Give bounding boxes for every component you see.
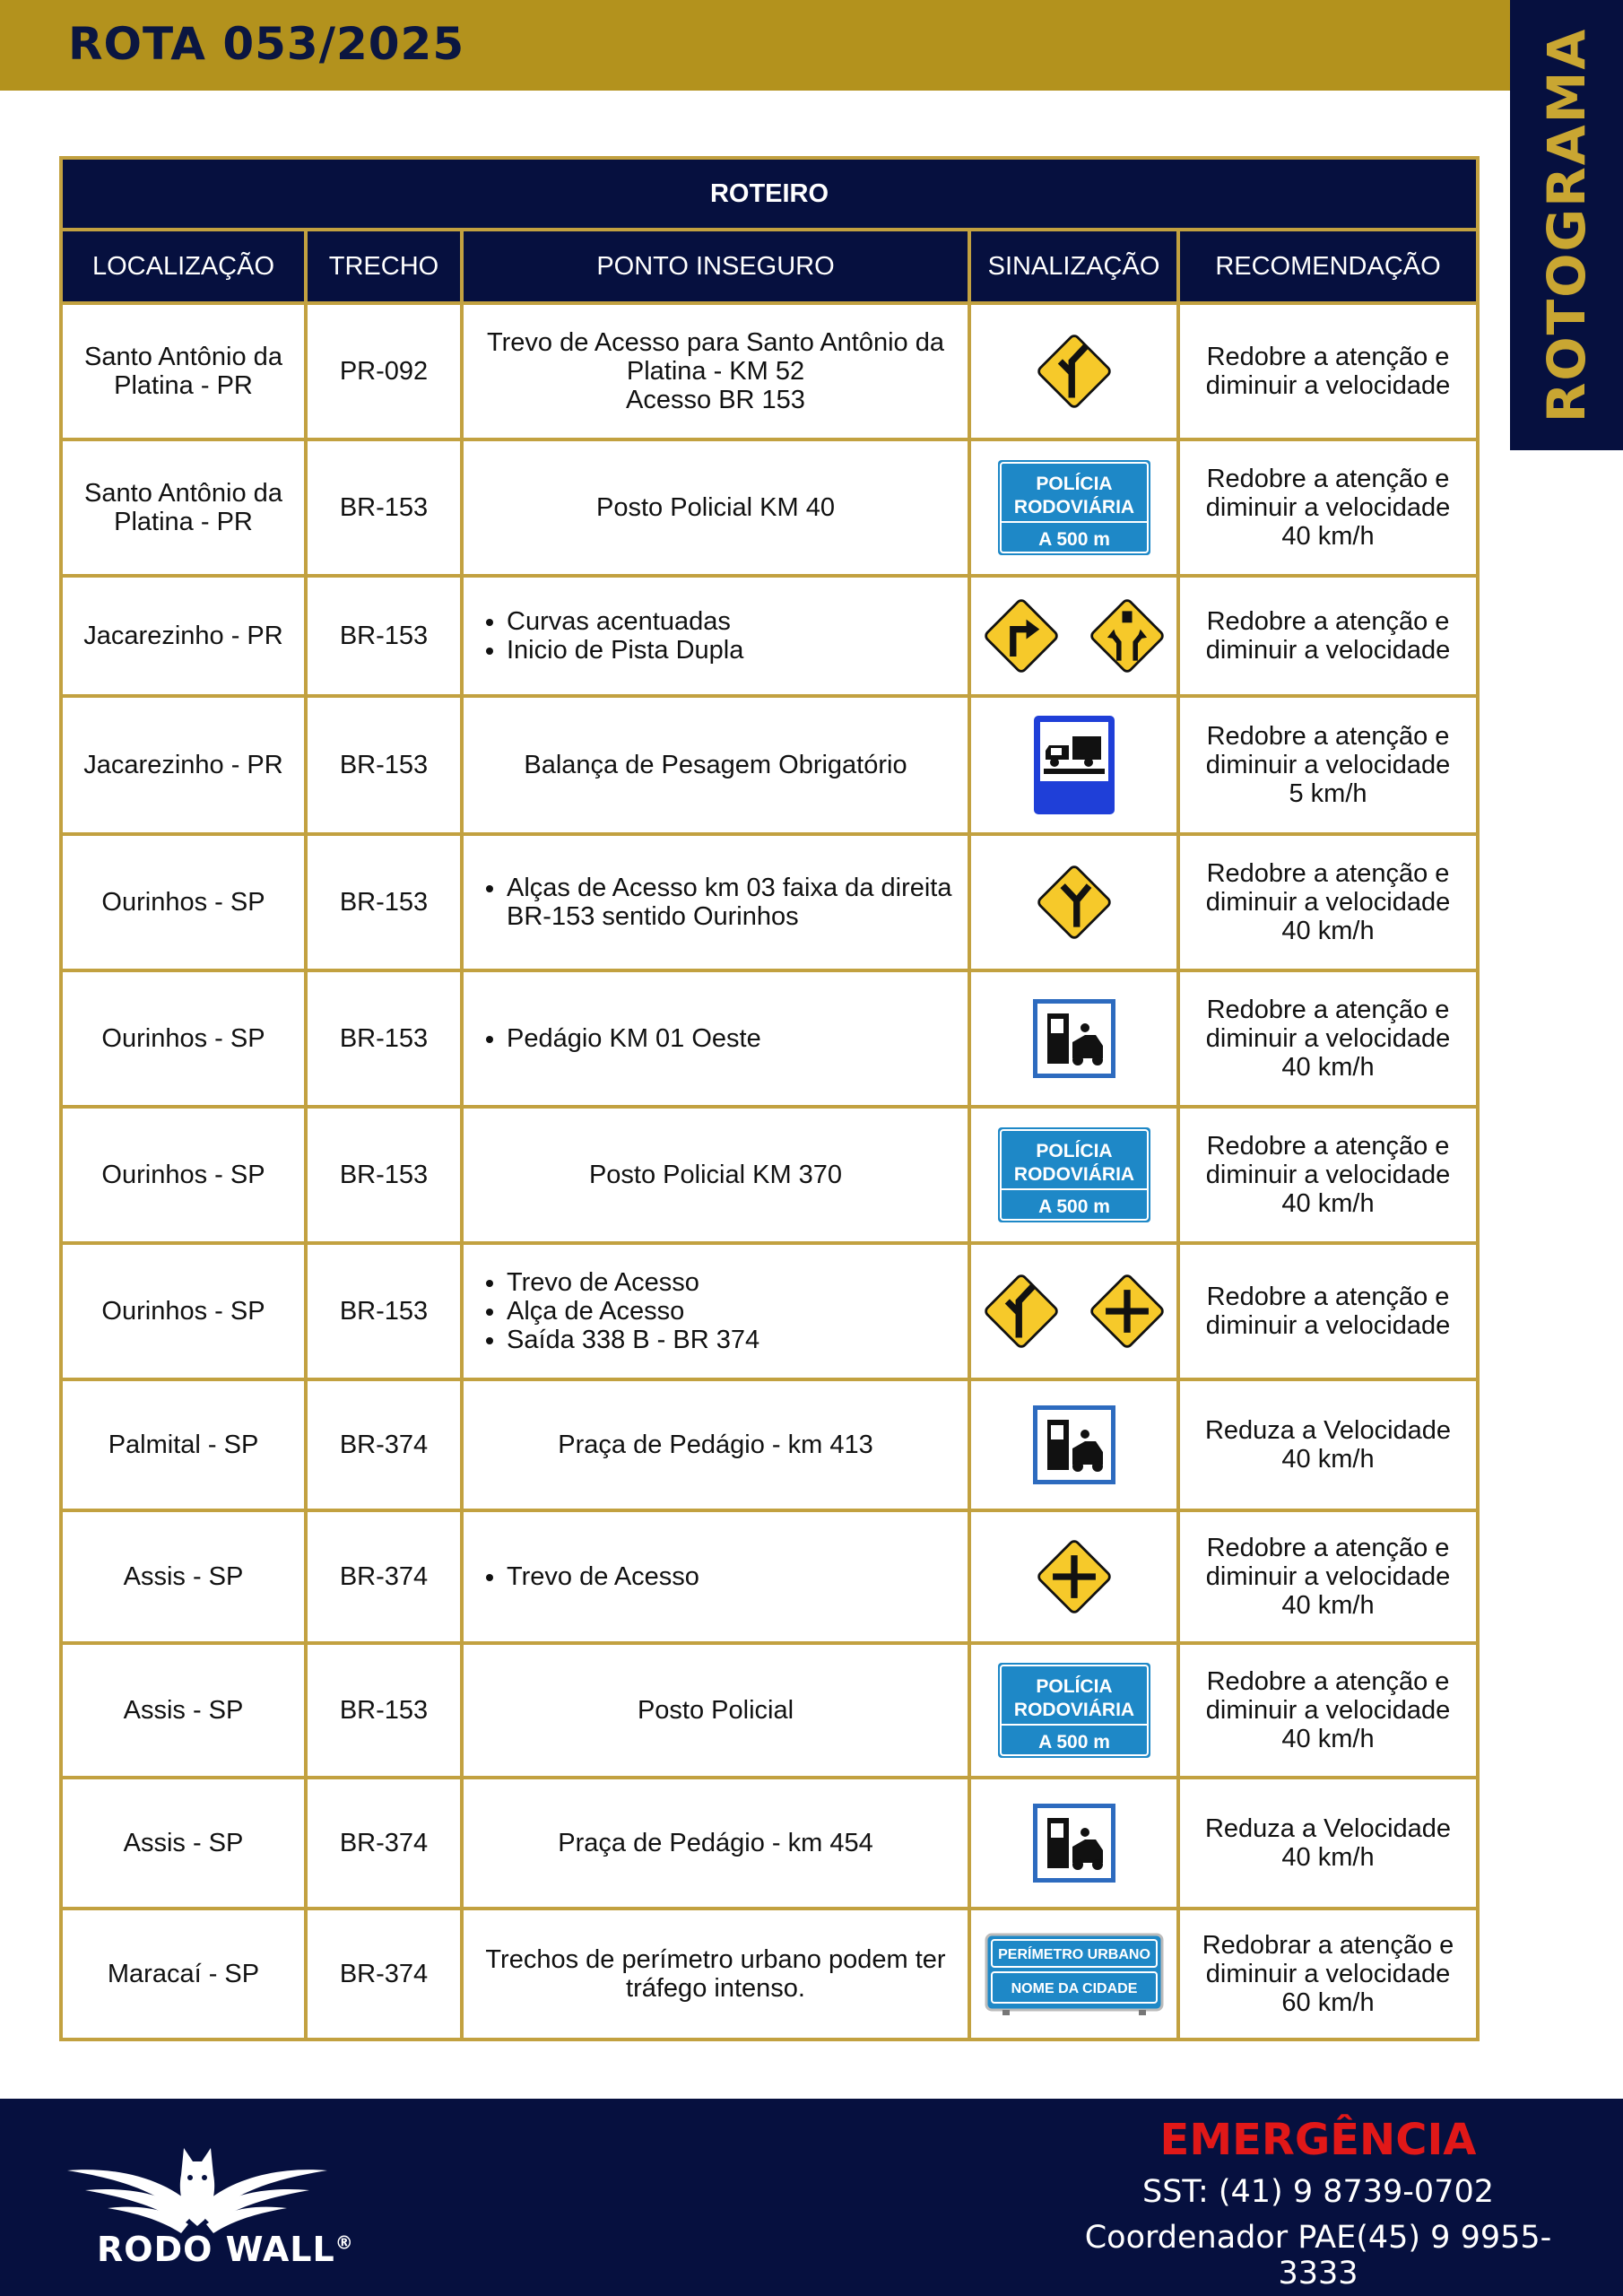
table-row (61, 1379, 1478, 1510)
cell-ponto-inseguro (462, 439, 969, 576)
ponto-item: • Alças de Acesso km 03 faixa da direita BR-153 sentido Ourinhos (507, 874, 960, 931)
table-row (61, 1243, 1478, 1379)
cell-trecho: BR-153 (306, 1243, 462, 1379)
cell-sinalizacao (969, 439, 1178, 576)
table-row (61, 1107, 1478, 1243)
cell-recomendacao (1178, 696, 1478, 834)
recomendacao-line: 5 km/h (1289, 779, 1367, 808)
table-title: ROTEIRO (61, 158, 1478, 230)
recomendacao-line: 40 km/h (1281, 1053, 1375, 1082)
cell-recomendacao (1178, 1243, 1478, 1379)
recomendacao-line: Reduza a Velocidade (1204, 1416, 1452, 1445)
recomendacao-line: Redobre a atenção e diminuir a velocidade (1205, 465, 1451, 522)
col-head-sinalizacao: SINALIZAÇÃO (969, 230, 1178, 303)
cell-recomendacao (1178, 439, 1478, 576)
ponto-line: Praça de Pedágio - km 454 (558, 1829, 873, 1857)
weigh-station-icon (1033, 715, 1115, 815)
diamond-junction-right-icon (980, 1270, 1063, 1352)
svg-text:RODOVIÁRIA: RODOVIÁRIA (1013, 1164, 1134, 1185)
brand-name: RODO WALL® (97, 2230, 354, 2269)
toll-booth-icon (1033, 1804, 1115, 1883)
recomendacao-line: Redobre a atenção e diminuir a velocidade (1205, 1534, 1451, 1591)
cell-trecho: BR-374 (306, 1909, 462, 2039)
cell-recomendacao (1178, 1643, 1478, 1778)
cell-trecho: BR-374 (306, 1510, 462, 1643)
cell-localizacao: Palmital - SP (61, 1379, 306, 1510)
svg-text:A 500 m: A 500 m (1037, 1196, 1110, 1217)
cell-sinalizacao (969, 1243, 1178, 1379)
cell-recomendacao (1178, 970, 1478, 1107)
table-row (61, 576, 1478, 696)
recomendacao-line: Redobre a atenção e diminuir a velocidade (1205, 607, 1451, 665)
ponto-line: Posto Policial KM 370 (588, 1161, 843, 1189)
ponto-item: • Pedágio KM 01 Oeste (507, 1024, 960, 1053)
cell-sinalizacao (969, 970, 1178, 1107)
cell-trecho: BR-374 (306, 1379, 462, 1510)
recomendacao-line: 40 km/h (1281, 522, 1375, 551)
recomendacao-line: 40 km/h (1281, 1725, 1375, 1753)
col-head-trecho: TRECHO (306, 230, 462, 303)
svg-text:POLÍCIA: POLÍCIA (1035, 474, 1113, 494)
cell-trecho: BR-153 (306, 576, 462, 696)
svg-text:RODOVIÁRIA: RODOVIÁRIA (1013, 1700, 1134, 1720)
table-row (61, 1778, 1478, 1909)
cell-localizacao: Ourinhos - SP (61, 1107, 306, 1243)
ponto-line: Trechos de perímetro urbano podem ter tráfego intenso. (485, 1945, 946, 2003)
ponto-item: • Alça de Acesso (507, 1297, 960, 1326)
police-sign-icon (997, 459, 1151, 556)
cell-recomendacao (1178, 1510, 1478, 1643)
recomendacao-line: 40 km/h (1281, 1189, 1375, 1218)
route-title: ROTA 053/2025 (68, 18, 465, 70)
col-head-localizacao: LOCALIZAÇÃO (61, 230, 306, 303)
ponto-line: Acesso BR 153 (626, 386, 805, 414)
diamond-dual-lane-icon (1086, 595, 1168, 677)
cell-trecho: BR-153 (306, 439, 462, 576)
cell-sinalizacao (969, 1778, 1178, 1909)
police-sign-icon (997, 1662, 1151, 1759)
sst-phone: SST: (41) 9 8739-0702 (1141, 2174, 1495, 2210)
col-head-ponto: PONTO INSEGURO (462, 230, 969, 303)
toll-booth-icon (1033, 999, 1115, 1078)
ponto-item: • Curvas acentuadas (507, 607, 960, 636)
table-row (61, 1909, 1478, 2039)
cell-recomendacao (1178, 834, 1478, 970)
cell-trecho: PR-092 (306, 303, 462, 439)
cell-sinalizacao (969, 1643, 1178, 1778)
table-row (61, 834, 1478, 970)
recomendacao-line: Redobre a atenção e diminuir a velocidade (1205, 722, 1451, 779)
cell-trecho: BR-374 (306, 1778, 462, 1909)
table-row (61, 303, 1478, 439)
diamond-junction-left-icon (1033, 861, 1115, 944)
cell-trecho: BR-153 (306, 696, 462, 834)
cell-ponto-inseguro (462, 1643, 969, 1778)
cell-ponto-inseguro (462, 1243, 969, 1379)
cell-localizacao: Jacarezinho - PR (61, 576, 306, 696)
urban-perimeter-sign-icon (985, 1933, 1164, 2015)
cell-ponto-inseguro (462, 1510, 969, 1643)
cell-sinalizacao (969, 696, 1178, 834)
col-head-recomendacao: RECOMENDAÇÃO (1178, 230, 1478, 303)
recomendacao-line: Redobre a atenção e diminuir a velocidade (1205, 343, 1451, 400)
cell-sinalizacao (969, 834, 1178, 970)
cell-ponto-inseguro (462, 303, 969, 439)
diamond-junction-right-icon (1033, 330, 1115, 413)
cell-localizacao: Jacarezinho - PR (61, 696, 306, 834)
cell-sinalizacao (969, 1909, 1178, 2039)
cell-trecho: BR-153 (306, 1643, 462, 1778)
ponto-item: • Saída 338 B - BR 374 (507, 1326, 960, 1354)
recomendacao-line: Redobre a atenção e diminuir a velocidade (1205, 1283, 1451, 1340)
svg-text:NOME DA CIDADE: NOME DA CIDADE (1011, 1981, 1137, 1996)
recomendacao-line: Redobre a atenção e diminuir a velocidade (1205, 1132, 1451, 1189)
cell-localizacao: Santo Antônio da Platina - PR (61, 439, 306, 576)
police-sign-icon (997, 1126, 1151, 1223)
diamond-turn-right-icon (980, 595, 1063, 677)
ponto-line: Posto Policial KM 40 (596, 493, 835, 522)
recomendacao-line: 60 km/h (1281, 1988, 1375, 2017)
cell-sinalizacao (969, 1107, 1178, 1243)
cell-localizacao: Santo Antônio da Platina - PR (61, 303, 306, 439)
cell-trecho: BR-153 (306, 1107, 462, 1243)
cell-recomendacao (1178, 1778, 1478, 1909)
diamond-crossroad-icon (1033, 1535, 1115, 1618)
route-table (59, 156, 1480, 2041)
table-row (61, 696, 1478, 834)
recomendacao-line: 40 km/h (1281, 1843, 1375, 1872)
diamond-crossroad-icon (1086, 1270, 1168, 1352)
cell-recomendacao (1178, 1909, 1478, 2039)
table-row (61, 1510, 1478, 1643)
ponto-item: • Inicio de Pista Dupla (507, 636, 960, 665)
cell-ponto-inseguro (462, 576, 969, 696)
side-banner (1510, 0, 1623, 450)
recomendacao-line: Redobre a atenção e diminuir a velocidade (1205, 996, 1451, 1053)
cell-sinalizacao (969, 576, 1178, 696)
emergency-title: EMERGÊNCIA (1159, 2115, 1477, 2165)
recomendacao-line: 40 km/h (1281, 1445, 1375, 1474)
ponto-line: Praça de Pedágio - km 413 (558, 1431, 873, 1459)
recomendacao-line: Reduza a Velocidade (1204, 1814, 1452, 1843)
svg-text:POLÍCIA: POLÍCIA (1035, 1141, 1113, 1161)
ponto-item: • Trevo de Acesso (507, 1562, 960, 1591)
cell-localizacao: Ourinhos - SP (61, 834, 306, 970)
toll-booth-icon (1033, 1405, 1115, 1484)
svg-text:A 500 m: A 500 m (1037, 529, 1110, 550)
cell-ponto-inseguro (462, 1778, 969, 1909)
cell-recomendacao (1178, 303, 1478, 439)
cell-trecho: BR-153 (306, 970, 462, 1107)
ponto-item: • Trevo de Acesso (507, 1268, 960, 1297)
table-row (61, 970, 1478, 1107)
coordinator-phone: Coordenador PAE(45) 9 9955-3333 (1084, 2220, 1552, 2292)
side-label: ROTOGRAMA (1536, 27, 1597, 423)
cell-sinalizacao (969, 1379, 1178, 1510)
cell-ponto-inseguro (462, 1909, 969, 2039)
svg-text:POLÍCIA: POLÍCIA (1035, 1676, 1113, 1697)
cell-localizacao: Assis - SP (61, 1778, 306, 1909)
svg-text:RODOVIÁRIA: RODOVIÁRIA (1013, 497, 1134, 517)
cell-localizacao: Assis - SP (61, 1643, 306, 1778)
cell-trecho: BR-153 (306, 834, 462, 970)
cell-ponto-inseguro (462, 1107, 969, 1243)
cell-localizacao: Ourinhos - SP (61, 1243, 306, 1379)
recomendacao-line: 40 km/h (1281, 1591, 1375, 1620)
cell-localizacao: Assis - SP (61, 1510, 306, 1643)
cell-ponto-inseguro (462, 1379, 969, 1510)
svg-text:A 500 m: A 500 m (1037, 1732, 1110, 1752)
recomendacao-line: Redobrar a atenção e diminuir a velocidade (1202, 1931, 1454, 1988)
cell-recomendacao (1178, 1107, 1478, 1243)
cell-recomendacao (1178, 1379, 1478, 1510)
recomendacao-line: 40 km/h (1281, 917, 1375, 945)
recomendacao-line: Redobre a atenção e diminuir a velocidade (1205, 859, 1451, 917)
recomendacao-line: Redobre a atenção e diminuir a velocidade (1205, 1667, 1451, 1725)
cell-localizacao: Maracaí - SP (61, 1909, 306, 2039)
ponto-line: Balança de Pesagem Obrigatório (524, 751, 907, 779)
cell-localizacao: Ourinhos - SP (61, 970, 306, 1107)
ponto-line: Trevo de Acesso para Santo Antônio da Platina - KM 52 (487, 328, 944, 386)
cell-sinalizacao (969, 303, 1178, 439)
cell-ponto-inseguro (462, 696, 969, 834)
table-row (61, 1643, 1478, 1778)
cell-recomendacao (1178, 576, 1478, 696)
cell-ponto-inseguro (462, 970, 969, 1107)
table-row (61, 439, 1478, 576)
cell-ponto-inseguro (462, 834, 969, 970)
cell-sinalizacao (969, 1510, 1178, 1643)
svg-text:PERÍMETRO URBANO: PERÍMETRO URBANO (997, 1947, 1150, 1962)
ponto-line: Posto Policial (637, 1696, 794, 1725)
